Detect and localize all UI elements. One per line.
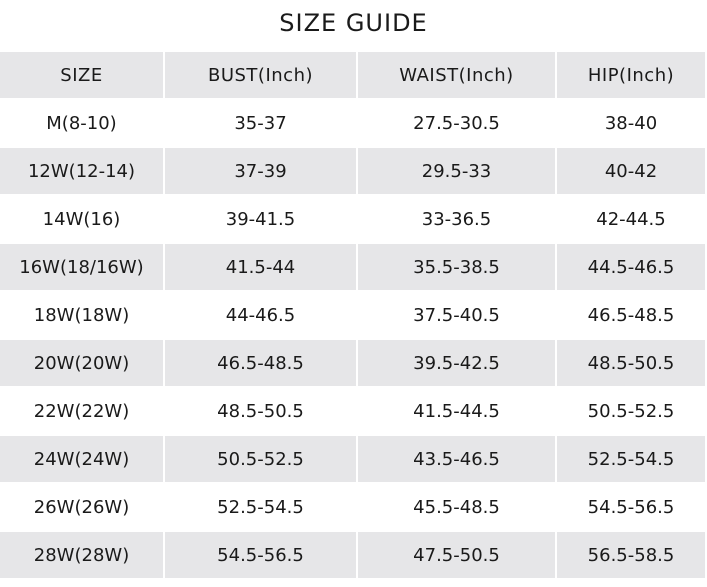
hip-cell: 40-42 — [557, 146, 707, 194]
waist-cell: 39.5-42.5 — [358, 338, 557, 386]
waist-cell: 33-36.5 — [358, 194, 557, 242]
hip-cell: 52.5-54.5 — [557, 434, 707, 482]
hip-cell: 50.5-52.5 — [557, 386, 707, 434]
bust-cell: 35-37 — [165, 98, 358, 146]
hip-cell: 46.5-48.5 — [557, 290, 707, 338]
waist-cell: 47.5-50.5 — [358, 530, 557, 578]
waist-cell: 41.5-44.5 — [358, 386, 557, 434]
column-header-hip: HIP(Inch) — [557, 50, 707, 98]
size-cell: 16W(18/16W) — [0, 242, 165, 290]
bust-cell: 41.5-44 — [165, 242, 358, 290]
size-cell: 18W(18W) — [0, 290, 165, 338]
table-row — [0, 338, 707, 386]
table-row — [0, 434, 707, 482]
bust-cell: 44-46.5 — [165, 290, 358, 338]
waist-cell: 45.5-48.5 — [358, 482, 557, 530]
table-row — [0, 98, 707, 146]
size-cell: 22W(22W) — [0, 386, 165, 434]
size-cell: 12W(12-14) — [0, 146, 165, 194]
size-cell: 26W(26W) — [0, 482, 165, 530]
column-header-waist: WAIST(Inch) — [358, 50, 557, 98]
bust-cell: 46.5-48.5 — [165, 338, 358, 386]
size-cell: 24W(24W) — [0, 434, 165, 482]
table-row — [0, 386, 707, 434]
waist-cell: 29.5-33 — [358, 146, 557, 194]
bust-cell: 37-39 — [165, 146, 358, 194]
size-guide-table — [0, 50, 707, 578]
waist-cell: 27.5-30.5 — [358, 98, 557, 146]
hip-cell: 54.5-56.5 — [557, 482, 707, 530]
bust-cell: 50.5-52.5 — [165, 434, 358, 482]
bust-cell: 52.5-54.5 — [165, 482, 358, 530]
hip-cell: 42-44.5 — [557, 194, 707, 242]
size-cell: 14W(16) — [0, 194, 165, 242]
table-row — [0, 194, 707, 242]
table-row — [0, 242, 707, 290]
size-cell: 20W(20W) — [0, 338, 165, 386]
bust-cell: 54.5-56.5 — [165, 530, 358, 578]
bust-cell: 48.5-50.5 — [165, 386, 358, 434]
column-header-size: SIZE — [0, 50, 165, 98]
table-row — [0, 146, 707, 194]
hip-cell: 48.5-50.5 — [557, 338, 707, 386]
hip-cell: 44.5-46.5 — [557, 242, 707, 290]
hip-cell: 56.5-58.5 — [557, 530, 707, 578]
table-row — [0, 482, 707, 530]
waist-cell: 43.5-46.5 — [358, 434, 557, 482]
table-row — [0, 290, 707, 338]
waist-cell: 37.5-40.5 — [358, 290, 557, 338]
table-row — [0, 530, 707, 578]
column-header-bust: BUST(Inch) — [165, 50, 358, 98]
page-title: SIZE GUIDE — [279, 9, 428, 37]
waist-cell: 35.5-38.5 — [358, 242, 557, 290]
size-cell: 28W(28W) — [0, 530, 165, 578]
hip-cell: 38-40 — [557, 98, 707, 146]
size-cell: M(8-10) — [0, 98, 165, 146]
table-header-row — [0, 50, 707, 98]
bust-cell: 39-41.5 — [165, 194, 358, 242]
